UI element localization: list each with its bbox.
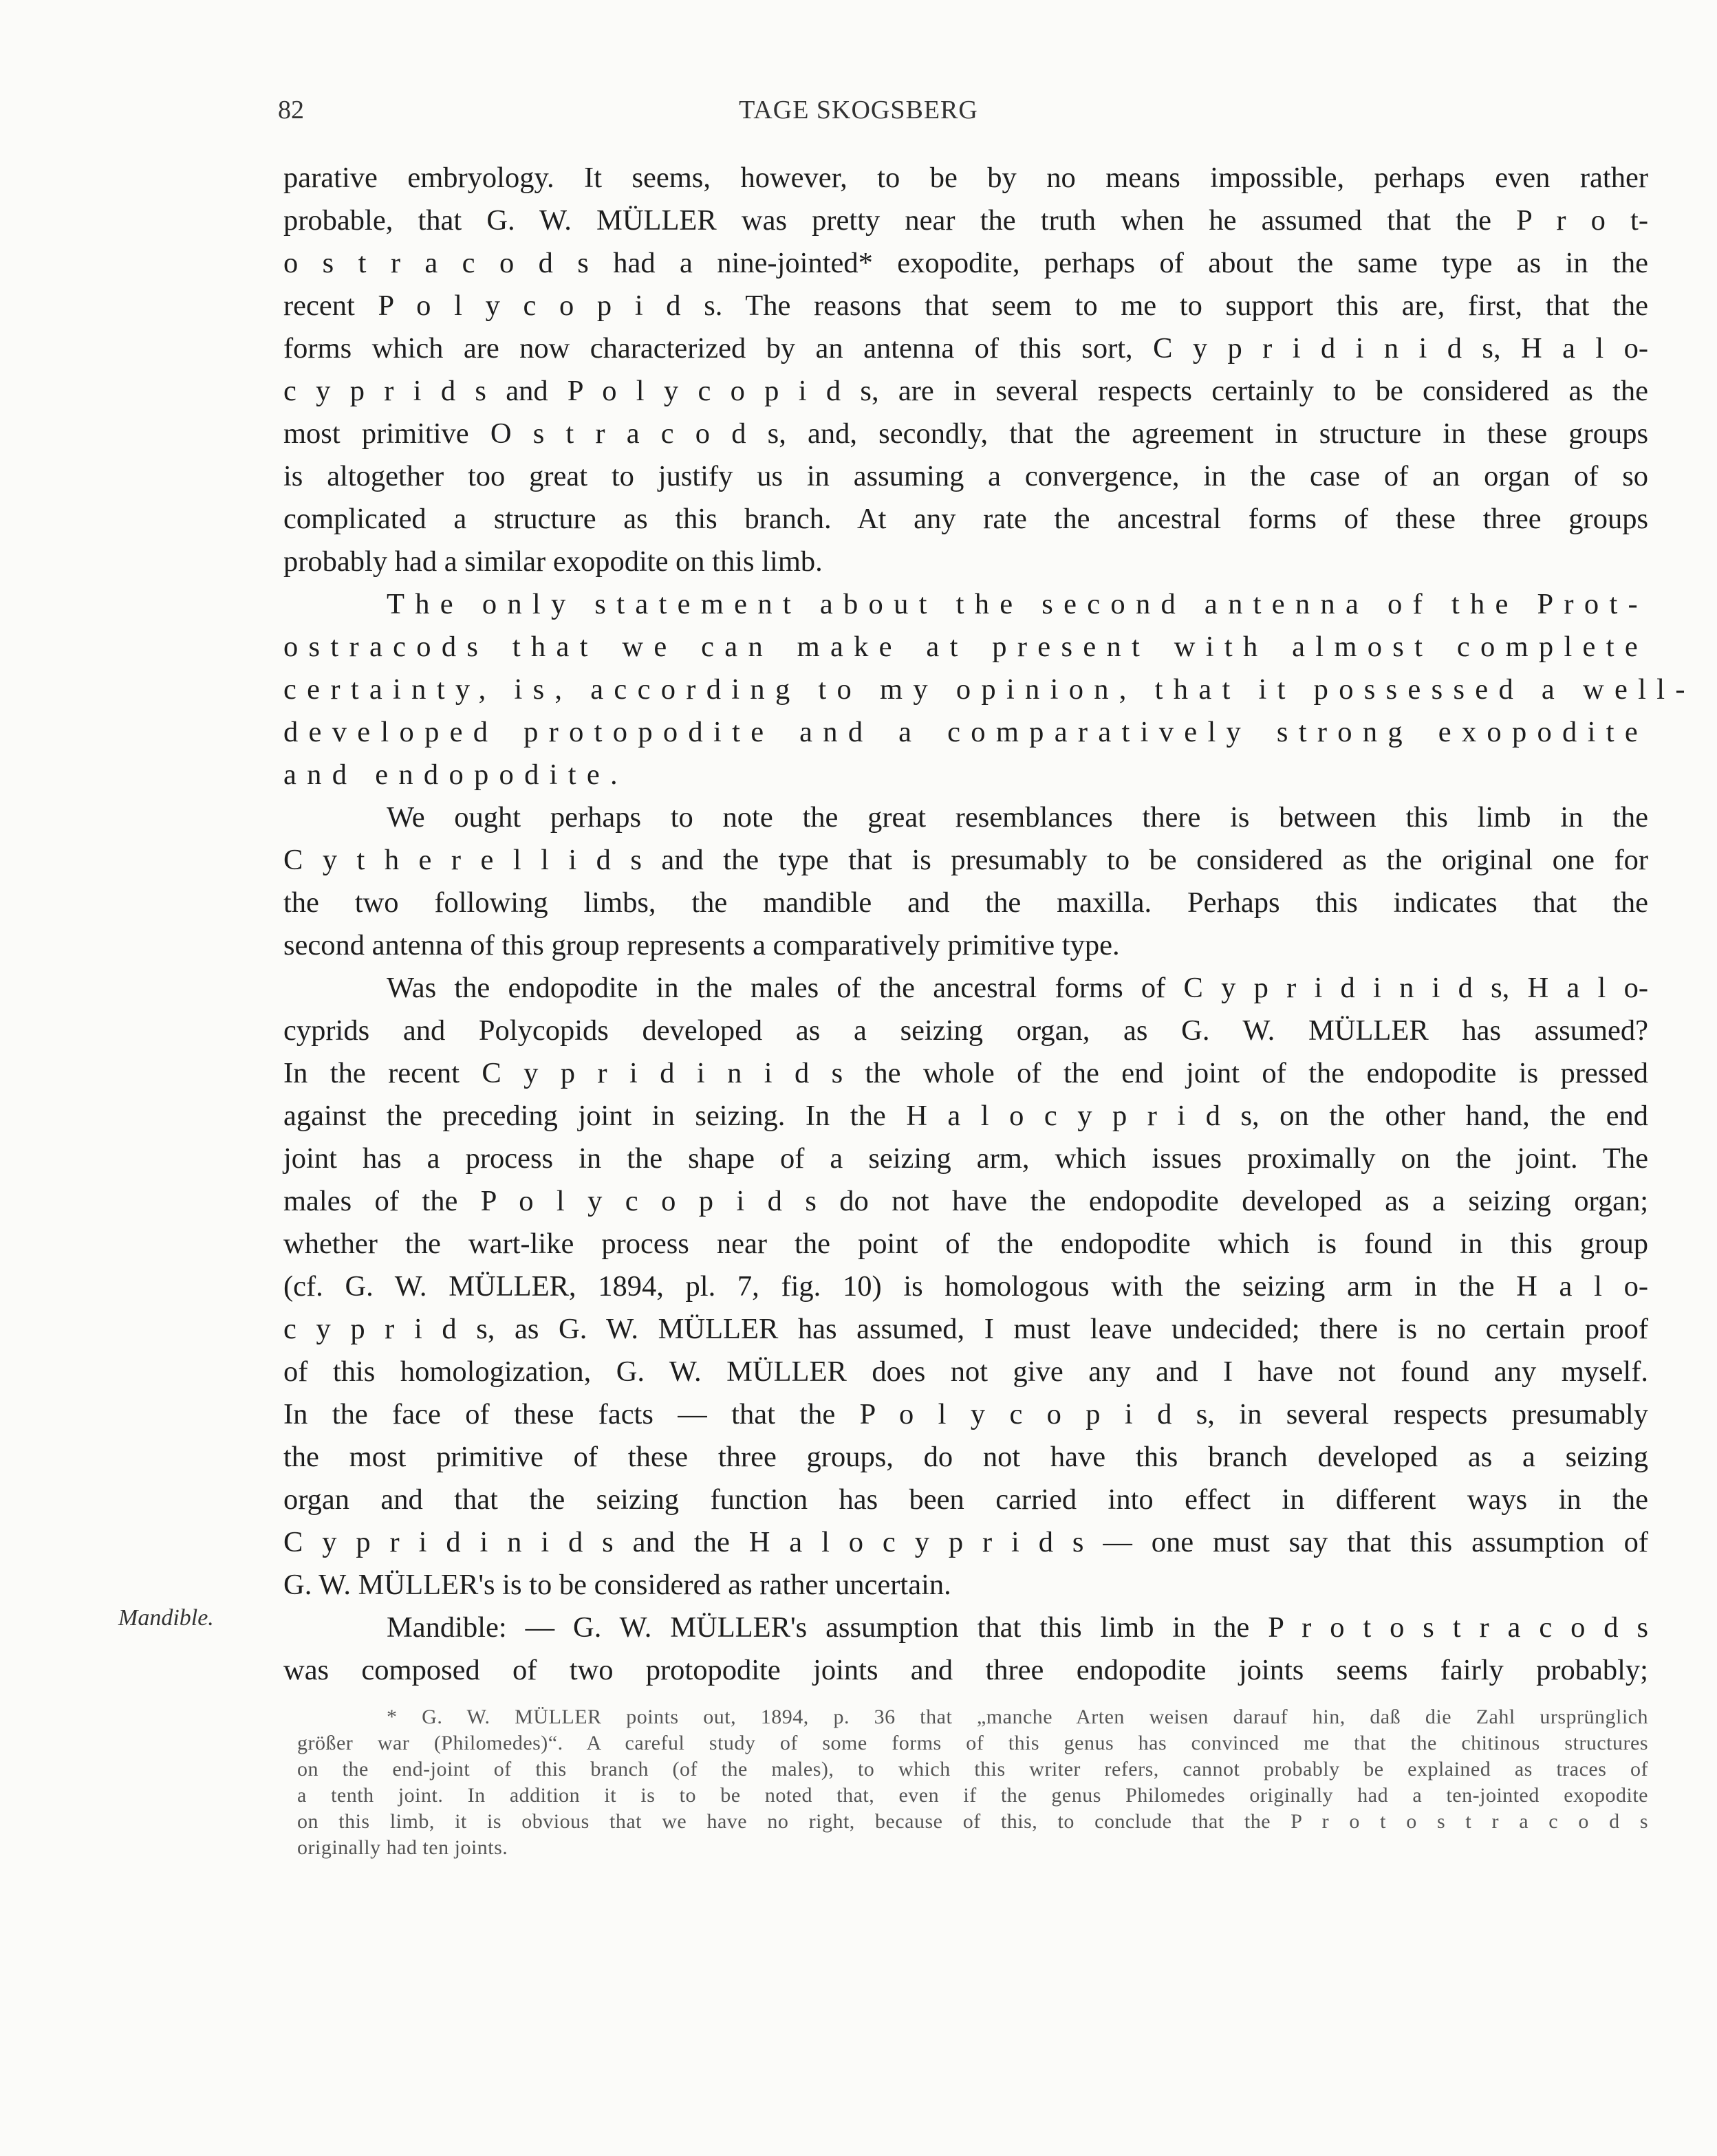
text-line: o s t r a c o d s had a nine-jointed* exopodite, perhaps of about the same type as in the [283,247,1648,279]
text-line: forms which are now characterized by an antenna of this sort, C y p r i d i n i d s, H a l o- [283,332,1648,364]
footnote-line: originally had ten joints. [297,1836,508,1859]
text-line: In the face of these facts — that the P o l y c o p i d s, in several respects presumably [283,1398,1648,1430]
text-line: (cf. G. W. MÜLLER, 1894, pl. 7, fig. 10) is homologous with the seizing arm in the H a l o- [283,1270,1648,1303]
margin-note: Mandible. [118,1605,214,1631]
text-line: and endopodite. [283,759,628,791]
text-line: males of the P o l y c o p i d s do not have the endopodite developed as a seizing organ; [283,1185,1648,1217]
text-line: is altogether too great to justify us in assuming a convergence, in the case of an organ of so [283,460,1648,492]
text-line: c y p r i d s, as G. W. MÜLLER has assumed, I must leave undecided; there is no certain proof [283,1313,1648,1345]
text-line: against the preceding joint in seizing. In the H a l o c y p r i d s, on the other hand, the end [283,1100,1648,1132]
text-line: the two following limbs, the mandible and the maxilla. Perhaps this indicates that the [283,886,1648,919]
text-line: probably had a similar exopodite on this limb. [283,545,823,578]
text-line: Was the endopodite in the males of the ancestral forms of C y p r i d i n i d s, H a l o- [387,972,1648,1004]
running-title: TAGE SKOGSBERG [739,96,978,124]
text-line: developed protopodite and a comparatively strong exopodite [283,716,1648,748]
text-line: recent P o l y c o p i d s. The reasons that seem to me to support this are, first, that the [283,290,1648,322]
text-line: cyprids and Polycopids developed as a seizing organ, as G. W. MÜLLER has assumed? [283,1014,1648,1047]
text-line: of this homologization, G. W. MÜLLER does not give any and I have not found any myself. [283,1355,1648,1388]
text-line: C y p r i d i n i d s and the H a l o c y p r i d s — one must say that this assumption of [283,1526,1648,1558]
text-line: the most primitive of these three groups, do not have this branch developed as a seizing [283,1441,1648,1473]
footnote-line: größer war (Philomedes)“. A careful study of some forms of this genus has convinced me that the chitinous structures [297,1732,1648,1754]
text-line: whether the wart-like process near the point of the endopodite which is found in this group [283,1228,1648,1260]
footnote [297,1704,1648,1861]
text-line: complicated a structure as this branch. At any rate the ancestral forms of these three groups [283,503,1648,535]
text-line: most primitive O s t r a c o d s, and, secondly, that the agreement in structure in these groups [283,417,1648,450]
text-line: parative embryology. It seems, however, to be by no means impossible, perhaps even rather [283,162,1648,194]
page-header [0,95,1717,136]
text-line: probable, that G. W. MÜLLER was pretty near the truth when he assumed that the P r o t- [283,204,1648,237]
footnote-line: on this limb, it is obvious that we have no right, because of this, to conclude that the P r o t o s t r a c o d s [297,1810,1648,1833]
text-line: In the recent C y p r i d i n i d s the whole of the end joint of the endopodite is pressed [283,1057,1648,1089]
text-line: ostracods that we can make at present with almost complete [283,631,1648,663]
footnote-line: * G. W. MÜLLER points out, 1894, p. 36 that „manche Arten weisen darauf hin, daß die Zahl ursprünglich [387,1706,1648,1728]
text-line: organ and that the seizing function has been carried into effect in different ways in the [283,1483,1648,1516]
text-line: c y p r i d s and P o l y c o p i d s, are in several respects certainly to be considered as the [283,375,1648,407]
text-line: We ought perhaps to note the great resemblances there is between this limb in the [387,801,1648,834]
page-number: 82 [278,96,304,124]
footnote-line: on the end-joint of this branch (of the males), to which this writer refers, cannot probably be explained as traces of [297,1758,1648,1781]
text-line: C y t h e r e l l i d s and the type that is presumably to be considered as the original one for [283,844,1648,876]
footnote-line: a tenth joint. In addition it is to be noted that, even if the genus Philomedes originally had a ten-jointed exopodite [297,1784,1648,1807]
text-line: joint has a process in the shape of a seizing arm, which issues proximally on the joint. The [283,1142,1648,1175]
text-line: G. W. MÜLLER's is to be considered as rather uncertain. [283,1569,951,1601]
text-line: certainty, is, according to my opinion, that it possessed a well- [283,673,1696,706]
text-line: Mandible: — G. W. MÜLLER's assumption that this limb in the P r o t o s t r a c o d s [387,1611,1648,1644]
text-line: was composed of two protopodite joints and three endopodite joints seems fairly probably; [283,1654,1648,1686]
body-text [283,157,1696,1692]
text-line: The only statement about the second antenna of the Prot- [387,588,1648,620]
text-line: second antenna of this group represents a comparatively primitive type. [283,929,1120,961]
